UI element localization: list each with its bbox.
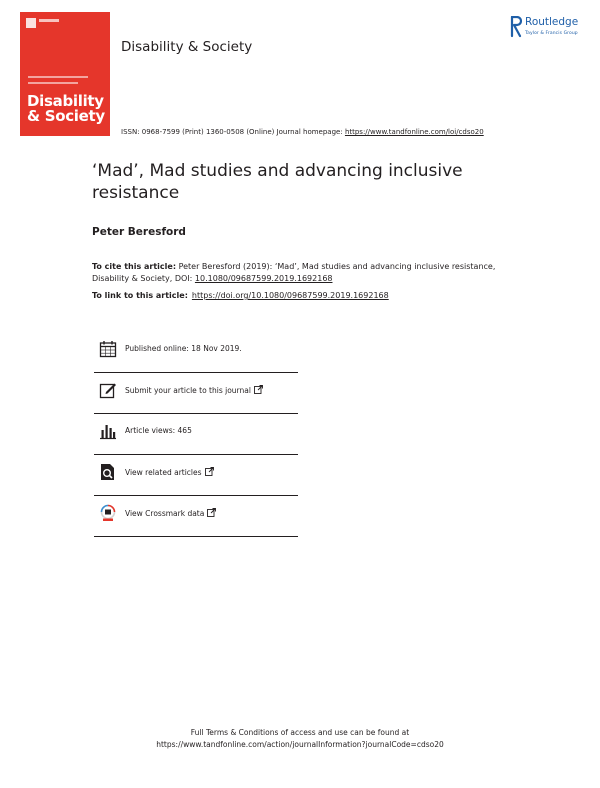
submit-article-link[interactable]	[125, 385, 263, 395]
published-online-text: Published online: 18 Nov 2019.	[125, 344, 242, 353]
citation-block	[92, 261, 512, 285]
article-doi-url-link[interactable]: https://doi.org/10.1080/09687599.2019.1692168	[191, 291, 389, 300]
journal-name: Disability & Society	[121, 39, 253, 55]
cover-logo-text-mark	[39, 19, 59, 22]
crossmark-row[interactable]	[94, 496, 298, 537]
publisher-tagline: Taylor & Francis Group	[525, 31, 578, 36]
related-articles-row[interactable]	[94, 455, 298, 496]
cover-text-line	[28, 82, 78, 84]
edit-icon	[99, 381, 117, 399]
footer-terms-link[interactable]: https://www.tandfonline.com/action/journalInformation?journalCode=cdso20	[156, 740, 444, 749]
issn-line	[121, 128, 484, 136]
routledge-r-icon	[510, 16, 522, 38]
article-info-list	[94, 332, 298, 537]
article-views-text: Article views: 465	[125, 426, 192, 435]
crossmark-link[interactable]	[125, 508, 216, 518]
citation-text: Peter Beresford (2019): ‘Mad’, Mad studies and advancing inclusive resistance, Disability & Society, DOI:	[92, 262, 496, 283]
journal-homepage-link[interactable]: https://www.tandfonline.com/loi/cdso20	[344, 128, 484, 136]
calendar-icon	[99, 340, 117, 358]
routledge-logo	[510, 16, 590, 44]
cover-text-line	[28, 76, 88, 78]
submit-article-label: Submit your article to this journal	[125, 386, 251, 395]
doi-link[interactable]: 10.1080/09687599.2019.1692168	[194, 274, 333, 283]
external-link-icon	[207, 508, 216, 517]
submit-article-row[interactable]	[94, 373, 298, 414]
footer-terms	[0, 727, 600, 751]
issn-text: ISSN: 0968-7599 (Print) 1360-0508 (Online) Journal homepage:	[121, 128, 345, 136]
related-articles-link[interactable]	[125, 467, 214, 477]
article-views-row	[94, 414, 298, 455]
external-link-icon	[254, 385, 263, 394]
bar-chart-icon	[99, 422, 117, 440]
article-link-label: To link to this article:	[92, 291, 188, 300]
article-author: Peter Beresford	[92, 226, 186, 238]
related-articles-label: View related articles	[125, 468, 202, 477]
article-link-block	[92, 291, 389, 300]
crossmark-icon	[99, 504, 117, 522]
citation-label: To cite this article:	[92, 262, 177, 271]
journal-cover-image	[20, 12, 110, 136]
crossmark-label: View Crossmark data	[125, 509, 205, 518]
publisher-logo-icon	[26, 18, 36, 28]
footer-terms-text: Full Terms & Conditions of access and use can be found at	[190, 728, 410, 737]
article-title: ‘Mad’, Mad studies and advancing inclusive resistance	[92, 161, 463, 203]
publisher-name: Routledge	[525, 16, 579, 28]
search-document-icon	[99, 463, 117, 481]
published-online-row	[94, 332, 298, 373]
external-link-icon	[205, 467, 214, 476]
cover-title: Disability & Society	[27, 92, 105, 125]
